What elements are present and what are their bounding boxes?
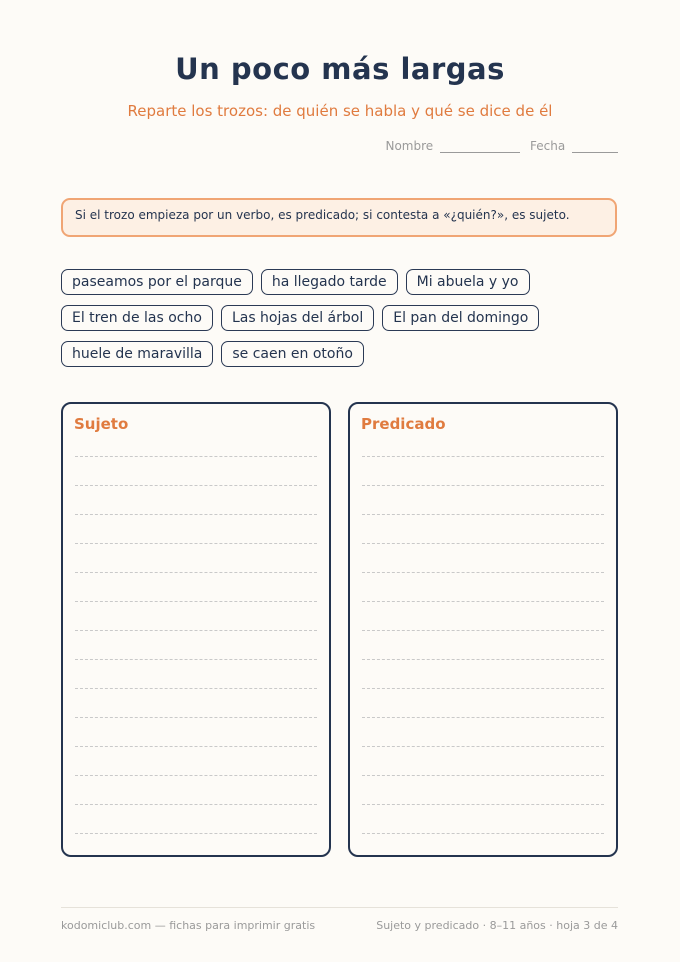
chip[interactable]: paseamos por el parque bbox=[61, 269, 253, 295]
writing-line bbox=[362, 485, 604, 486]
chip[interactable]: Mi abuela y yo bbox=[406, 269, 530, 295]
name-date-fields bbox=[385, 139, 618, 153]
writing-line bbox=[362, 572, 604, 573]
date-field[interactable] bbox=[530, 139, 618, 153]
writing-line bbox=[75, 804, 317, 805]
writing-line bbox=[75, 833, 317, 834]
chip[interactable]: ha llegado tarde bbox=[261, 269, 398, 295]
writing-line bbox=[362, 601, 604, 602]
footer-left: kodomiclub.com — fichas para imprimir gratis bbox=[61, 919, 316, 932]
writing-line bbox=[362, 688, 604, 689]
writing-line bbox=[75, 688, 317, 689]
subject-writing-lines bbox=[75, 456, 317, 862]
predicate-heading: Predicado bbox=[361, 415, 446, 433]
writing-line bbox=[75, 659, 317, 660]
writing-line bbox=[362, 659, 604, 660]
writing-line bbox=[75, 514, 317, 515]
subject-column[interactable] bbox=[61, 402, 331, 857]
predicate-writing-lines bbox=[362, 456, 604, 862]
page-title: Un poco más largas bbox=[175, 52, 505, 86]
writing-line bbox=[362, 514, 604, 515]
chip[interactable]: Las hojas del árbol bbox=[221, 305, 374, 331]
writing-line bbox=[75, 601, 317, 602]
footer-divider bbox=[61, 907, 618, 908]
writing-line bbox=[362, 746, 604, 747]
writing-line bbox=[362, 833, 604, 834]
name-blank-line bbox=[440, 152, 520, 153]
chip[interactable]: El tren de las ocho bbox=[61, 305, 213, 331]
date-label: Fecha bbox=[529, 139, 566, 153]
predicate-column[interactable] bbox=[348, 402, 618, 857]
name-label: Nombre bbox=[385, 139, 434, 153]
writing-line bbox=[362, 804, 604, 805]
writing-line bbox=[362, 630, 604, 631]
chip-bank bbox=[61, 269, 621, 367]
tip-box bbox=[61, 198, 617, 237]
date-blank-line bbox=[572, 152, 618, 153]
writing-line bbox=[75, 746, 317, 747]
writing-line bbox=[75, 572, 317, 573]
writing-line bbox=[362, 456, 604, 457]
writing-line bbox=[75, 456, 317, 457]
tip-text: Si el trozo empieza por un verbo, es predicado; si contesta a «¿quién?», es sujeto. bbox=[75, 208, 570, 222]
writing-line bbox=[362, 717, 604, 718]
chip[interactable]: huele de maravilla bbox=[61, 341, 213, 367]
subject-heading: Sujeto bbox=[74, 415, 129, 433]
writing-line bbox=[75, 630, 317, 631]
page-subtitle: Reparte los trozos: de quién se habla y qué se dice de él bbox=[127, 102, 553, 120]
name-field[interactable] bbox=[385, 139, 520, 153]
writing-line bbox=[75, 717, 317, 718]
footer-right: Sujeto y predicado · 8–11 años · hoja 3 de 4 bbox=[376, 919, 618, 932]
writing-line bbox=[75, 543, 317, 544]
writing-line bbox=[362, 775, 604, 776]
chip[interactable]: se caen en otoño bbox=[221, 341, 364, 367]
chip[interactable]: El pan del domingo bbox=[382, 305, 539, 331]
writing-line bbox=[75, 485, 317, 486]
writing-line bbox=[75, 775, 317, 776]
writing-line bbox=[362, 543, 604, 544]
